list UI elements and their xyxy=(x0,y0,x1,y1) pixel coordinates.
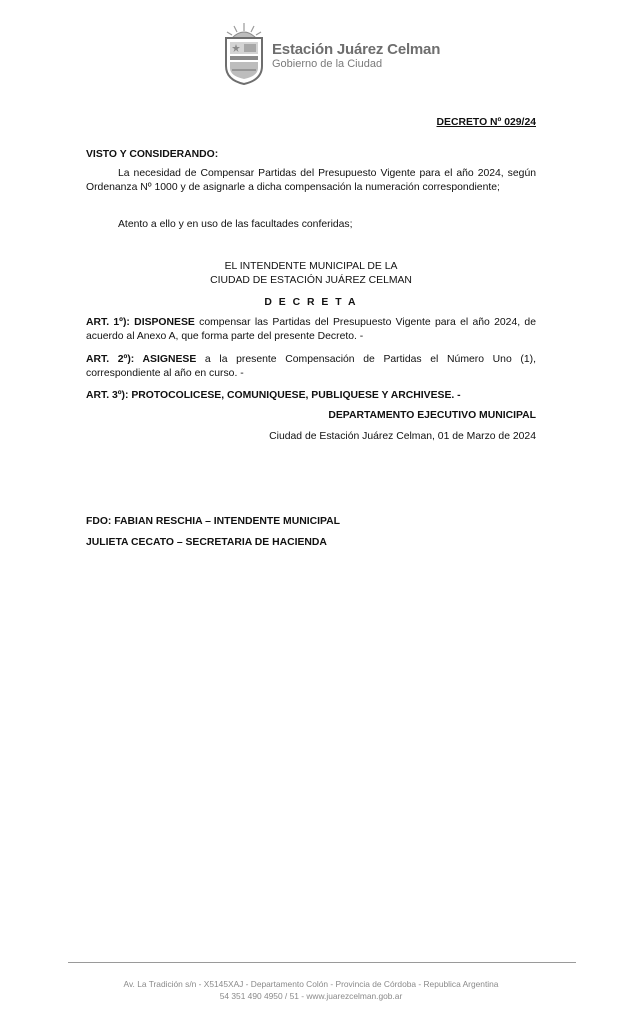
footer-divider xyxy=(68,962,576,963)
article-1-label: ART. 1º): DISPONESE xyxy=(86,317,195,328)
letterhead-text xyxy=(272,41,440,71)
article-1-text: compensar las Partidas del Presupuesto Vigente para el año 2024, de acuerdo al Anexo A, que forma parte del presente Decreto. - xyxy=(86,317,536,342)
decree-number: DECRETO Nº 029/24 xyxy=(436,117,536,128)
footer-address: Av. La Tradición s/n - X5145XAJ - Departamento Colón - Provincia de Córdoba - Republica Argentina xyxy=(123,979,499,989)
footer xyxy=(0,978,622,1002)
signature-secretaria: JULIETA CECATO – SECRETARIA DE HACIENDA xyxy=(86,537,327,548)
letterhead xyxy=(222,22,440,86)
article-3 xyxy=(86,389,536,403)
intendente-line-1: EL INTENDENTE MUNICIPAL DE LA xyxy=(224,261,398,272)
intendente-line-2: CIUDAD DE ESTACIÓN JUÁREZ CELMAN xyxy=(210,274,412,286)
visto-heading: VISTO Y CONSIDERANDO: xyxy=(86,149,219,160)
atento-paragraph: Atento a ello y en uso de las facultades conferidas; xyxy=(118,219,353,230)
city-government: Gobierno de la Ciudad xyxy=(272,58,383,70)
considerando-paragraph: La necesidad de Compensar Partidas del Presupuesto Vigente para el año 2024, según Ordenanza Nº 1000 y de asignarle a dicha compensación la numeración correspondiente; xyxy=(86,168,536,193)
article-1 xyxy=(86,316,536,343)
article-2-label: ART. 2º): ASIGNESE xyxy=(86,354,197,365)
signature-intendente: FDO: FABIAN RESCHIA – INTENDENTE MUNICIPAL xyxy=(86,516,340,527)
article-3-label: ART. 3º): PROTOCOLICESE, COMUNIQUESE, PUBLIQUESE Y ARCHIVESE. - xyxy=(86,390,461,401)
coat-of-arms-icon xyxy=(222,22,266,86)
city-name: Estación Juárez Celman xyxy=(272,41,441,58)
footer-contact: 54 351 490 4950 / 51 - www.juarezcelman.gob.ar xyxy=(219,991,403,1001)
date-line: Ciudad de Estación Juárez Celman, 01 de Marzo de 2024 xyxy=(269,431,536,442)
article-2-text: a la presente Compensación de Partidas el Número Uno (1), correspondiente al año en curso. - xyxy=(86,354,536,379)
decreta-heading: D E C R E T A xyxy=(264,297,358,308)
article-2 xyxy=(86,353,536,380)
intendente-heading xyxy=(86,260,536,287)
department-signature: DEPARTAMENTO EJECUTIVO MUNICIPAL xyxy=(328,410,536,421)
